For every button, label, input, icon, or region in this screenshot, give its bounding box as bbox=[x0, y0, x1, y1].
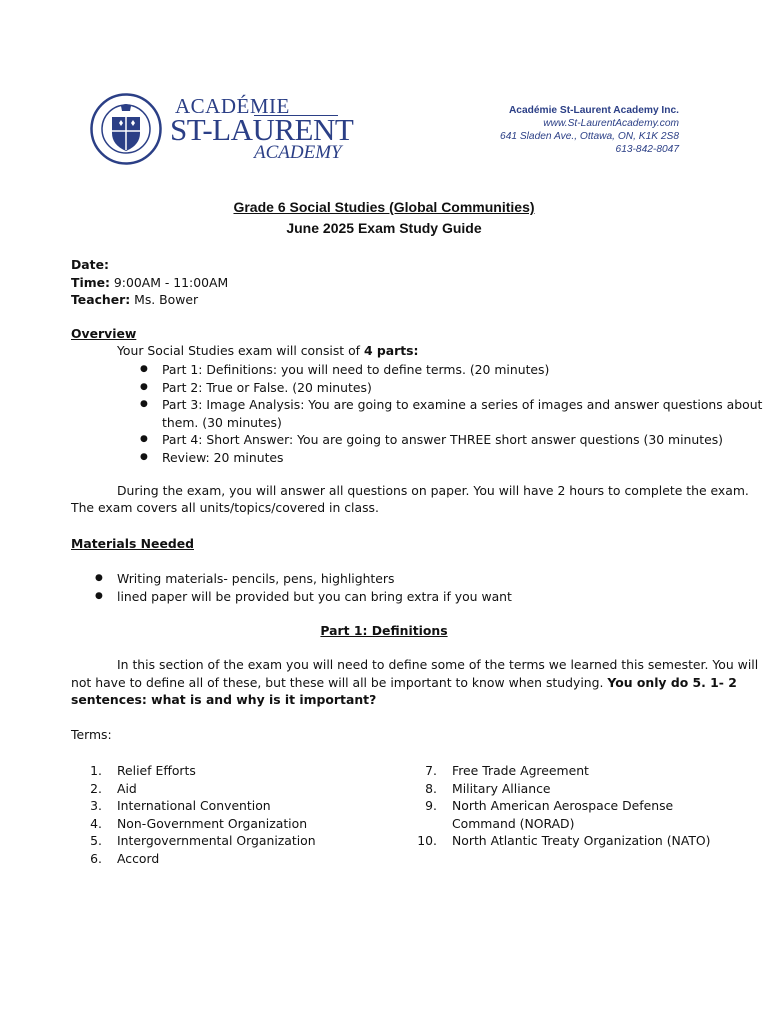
term-number: 4. bbox=[90, 815, 102, 831]
document-title: Grade 6 Social Studies (Global Communities) bbox=[233, 199, 535, 215]
term-text: Non-Government Organization bbox=[117, 815, 308, 831]
list-item: ● Part 4: Short Answer: You are going to answer THREE short answer questions (30 minutes) bbox=[162, 431, 762, 449]
teacher-value: Ms. Bower bbox=[130, 292, 199, 307]
term-text: Relief Efforts bbox=[117, 763, 196, 778]
date-label: Date: bbox=[71, 257, 109, 272]
list-item-continuation bbox=[452, 815, 711, 833]
term-text: Military Alliance bbox=[452, 780, 551, 796]
terms-list-left bbox=[90, 762, 316, 867]
part1-line2 bbox=[71, 675, 737, 690]
term-number: 9. bbox=[425, 798, 437, 813]
time-label: Time: bbox=[71, 274, 110, 290]
list-item-continuation: them. (30 minutes) bbox=[162, 414, 282, 430]
overview-intro-text: Your Social Studies exam will consist of bbox=[117, 343, 364, 358]
list-item: ● Part 2: True or False. (20 minutes) bbox=[162, 379, 762, 397]
list-item: ● Part 3: Image Analysis: You are going to examine a series of images and answer questions about bbox=[162, 396, 762, 414]
list-item bbox=[417, 832, 711, 850]
list-item bbox=[90, 850, 316, 868]
address-street: 641 Sladen Ave., Ottawa, ON, K1K 2S8 bbox=[500, 131, 679, 142]
term-text: Aid bbox=[117, 780, 137, 796]
list-item bbox=[425, 762, 711, 780]
term-text: Accord bbox=[117, 850, 160, 866]
list-item bbox=[90, 832, 316, 850]
list-item bbox=[90, 780, 316, 798]
wordmark-academy: ACADEMY bbox=[254, 142, 342, 163]
term-text: North Atlantic Treaty Organization (NATO) bbox=[452, 833, 711, 848]
wordmark-academie: ACADÉMIE bbox=[175, 94, 290, 118]
term-number: 5. bbox=[90, 833, 102, 848]
overview-heading: Overview bbox=[71, 326, 137, 341]
term-number: 2. bbox=[90, 780, 102, 796]
address-company: Académie St-Laurent Academy Inc. bbox=[508, 105, 679, 116]
time-value: 9:00AM - 11:00AM bbox=[109, 274, 229, 290]
part1-line3: sentences: what is and why is it important? bbox=[71, 692, 377, 707]
wordmark-st-laurent: ST-LAURENT bbox=[170, 112, 354, 147]
part1-heading: Part 1: Definitions bbox=[320, 623, 448, 638]
term-text: Intergovernmental Organization bbox=[117, 833, 316, 848]
materials-heading: Materials Needed bbox=[71, 536, 194, 551]
exam-paragraph-line1: During the exam, you will answer all questions on paper. You will have 2 hours to complete the exam. bbox=[117, 483, 749, 498]
term-number: 3. bbox=[90, 798, 102, 813]
exam-parts-list bbox=[162, 361, 762, 466]
terms-label: Terms: bbox=[71, 727, 112, 742]
list-item: ● Review: 20 minutes bbox=[162, 449, 762, 467]
exam-info bbox=[71, 256, 228, 309]
term-number: 6. bbox=[90, 850, 102, 866]
document-subtitle: June 2025 Exam Study Guide bbox=[286, 220, 482, 236]
term-text: Free Trade Agreement bbox=[452, 763, 589, 778]
list-item: ● Part 1: Definitions: you will need to define terms. (20 minutes) bbox=[162, 361, 762, 379]
list-item: ● lined paper will be provided but you can bring extra if you want bbox=[117, 588, 512, 606]
term-text: North American Aerospace Defense bbox=[452, 798, 674, 813]
teacher-row bbox=[71, 291, 228, 309]
list-item bbox=[90, 797, 316, 815]
term-number: 8. bbox=[425, 780, 437, 796]
list-item bbox=[90, 762, 316, 780]
term-text: Command (NORAD) bbox=[452, 815, 575, 831]
exam-paragraph-line2: The exam covers all units/topics/covered in class. bbox=[71, 500, 379, 515]
list-item bbox=[90, 815, 316, 833]
list-item bbox=[425, 797, 711, 815]
term-number: 1. bbox=[90, 763, 102, 778]
address-website: www.St-LaurentAcademy.com bbox=[543, 118, 679, 129]
term-number: 10. bbox=[417, 833, 437, 848]
terms-list-right bbox=[417, 762, 711, 850]
date-row bbox=[71, 256, 228, 274]
part1-line2-text: not have to define all of these, but these will all be important to know when studying. bbox=[71, 675, 608, 690]
list-item: ● Writing materials- pencils, pens, highlighters bbox=[117, 570, 512, 588]
list-item bbox=[425, 780, 711, 798]
term-number: 7. bbox=[425, 763, 437, 778]
school-seal-logo bbox=[90, 93, 162, 165]
part1-line1: In this section of the exam you will need to define some of the terms we learned this semester. You will bbox=[117, 657, 759, 672]
school-address-block bbox=[500, 104, 679, 156]
overview-intro-bold: 4 parts: bbox=[363, 343, 419, 358]
term-text: International Convention bbox=[117, 798, 271, 813]
part1-line2-bold: You only do 5. 1- 2 bbox=[607, 675, 737, 690]
teacher-label: Teacher: bbox=[71, 292, 131, 307]
materials-list bbox=[117, 570, 512, 605]
time-row bbox=[71, 274, 228, 292]
address-phone: 613-842-8047 bbox=[615, 144, 679, 155]
overview-intro bbox=[117, 343, 419, 358]
